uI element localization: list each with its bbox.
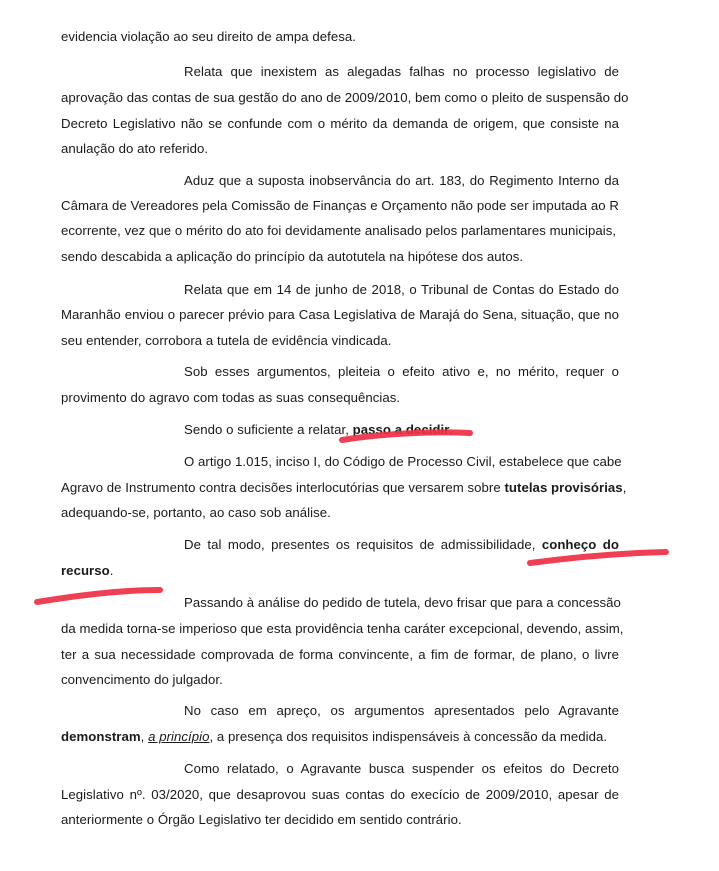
text-segment: evidencia violação ao seu direito de ampa defesa. [61, 29, 356, 44]
bold-text: passo a decidir [352, 422, 450, 437]
text-segment: aprovação das contas de sua gestão do ano de 2009/2010, bem como o pleito de suspensão do [61, 90, 629, 105]
text-segment: Sendo o suficiente a relatar, [184, 422, 353, 437]
text-segment: Relata que em 14 de junho de 2018, o Tribunal de Contas do Estado do [184, 282, 619, 297]
text-segment: Como relatado, o Agravante busca suspender os efeitos do Decreto [184, 761, 619, 776]
text-segment: seu entender, corrobora a tutela de evidência vindicada. [61, 333, 392, 348]
text-segment: Passando à análise do pedido de tutela, devo frisar que para a concessão [184, 595, 621, 610]
text-segment: , a presença dos requisitos indispensáveis à concessão da medida. [209, 729, 608, 744]
text-segment: Sob esses argumentos, pleiteia o efeito ativo e, no mérito, requer o [184, 364, 619, 379]
bold-text: conheço do [541, 537, 620, 552]
bold-text: tutelas provisórias [504, 480, 623, 495]
text-segment: Agravo de Instrumento contra decisões interlocutórias que versarem sobre [61, 480, 505, 495]
text-segment: ter a sua necessidade comprovada de forma convincente, a fim de formar, de plano, o livre [61, 647, 619, 662]
text-segment: provimento do agravo com todas as suas consequências. [61, 390, 401, 405]
bold-text: recurso [61, 563, 110, 578]
text-segment: anulação do ato referido. [61, 141, 209, 156]
red-marker-stroke [530, 552, 666, 563]
text-segment: convencimento do julgador. [61, 672, 223, 687]
text-segment: Decreto Legislativo não se confunde com o mérito da demanda de origem, que consiste na [61, 116, 619, 131]
text-segment: No caso em apreço, os argumentos apresentados pelo Agravante [184, 703, 619, 718]
text-segment: Maranhão enviou o parecer prévio para Casa Legislativa de Marajá do Sena, situação, que no [61, 307, 619, 322]
red-marker-stroke [342, 432, 470, 440]
italic-underlined-text: a princípio [148, 729, 210, 744]
text-segment: . [449, 422, 454, 437]
text-segment: . [109, 563, 114, 578]
bold-text: demonstram [61, 729, 141, 744]
red-marker-stroke [37, 590, 160, 602]
text-segment: anteriormente o Órgão Legislativo ter decidido em sentido contrário. [61, 812, 462, 827]
text-segment: O artigo 1.015, inciso I, do Código de Processo Civil, estabelece que cabe [184, 454, 622, 469]
text-segment: sendo descabida a aplicação do princípio da autotutela na hipótese dos autos. [61, 249, 524, 264]
text-segment: Aduz que a suposta inobservância do art. 183, do Regimento Interno da [184, 173, 619, 188]
text-segment: Legislativo nº. 03/2020, que desaprovou suas contas do execício de 2009/2010, apesar de [61, 787, 619, 802]
text-segment: Câmara de Vereadores pela Comissão de Finanças e Orçamento não pode ser imputada ao R [61, 198, 619, 213]
text-segment: , [622, 480, 627, 495]
text-segment: Relata que inexistem as alegadas falhas no processo legislativo de [184, 64, 619, 79]
text-segment: De tal modo, presentes os requisitos de admissibilidade, [184, 537, 542, 552]
text-segment: da medida torna-se imperioso que esta providência tenha caráter excepcional, devendo, assim, [61, 621, 624, 636]
text-segment: adequando-se, portanto, ao caso sob análise. [61, 505, 331, 520]
text-segment: , [140, 729, 149, 744]
text-segment: ecorrente, vez que o mérito do ato foi devidamente analisado pelos parlamentares municipais, [61, 223, 617, 238]
